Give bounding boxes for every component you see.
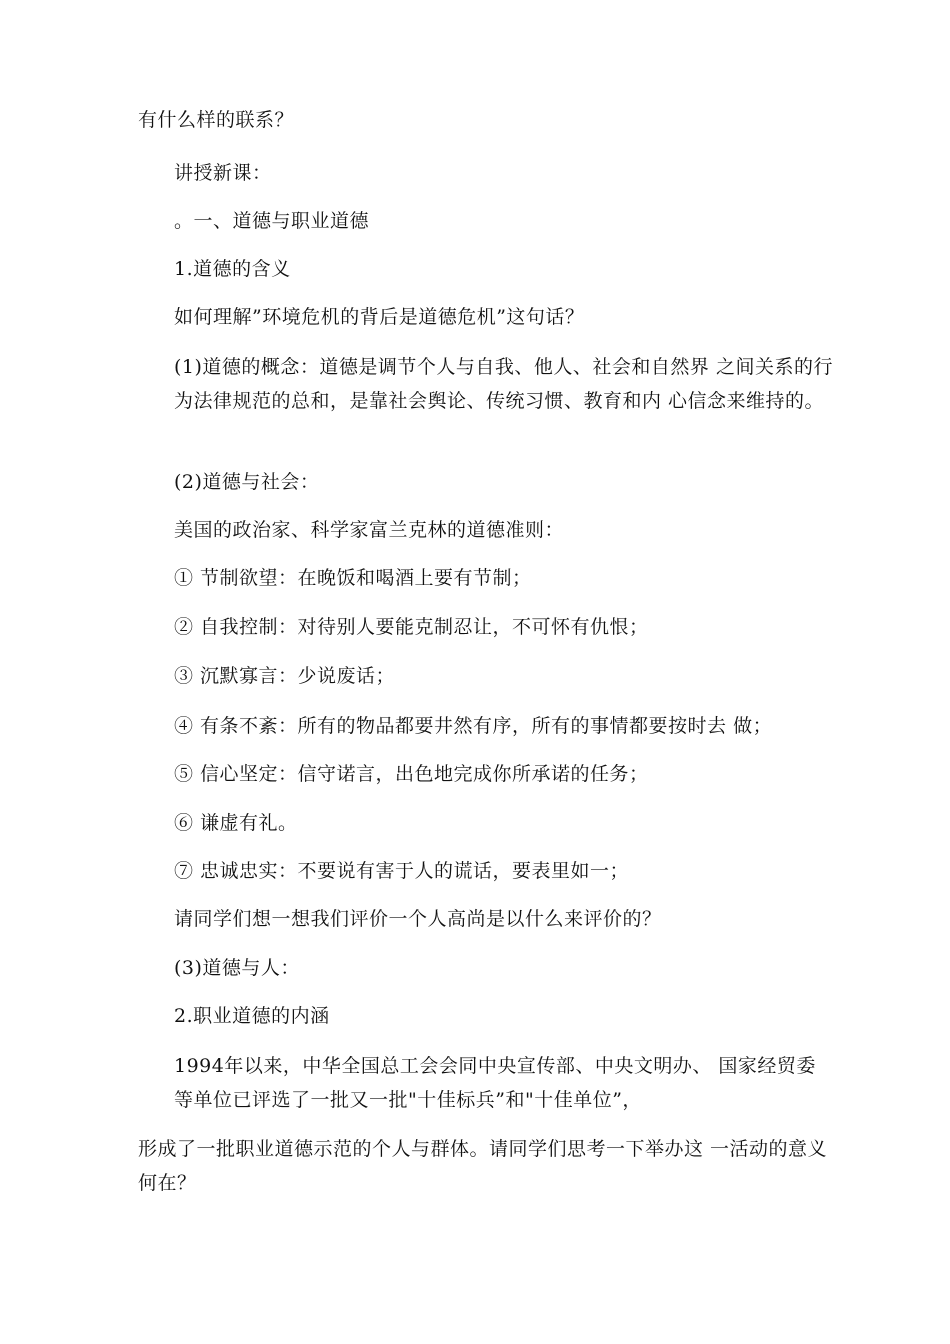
paragraph-continuation: 有什么样的联系？ [138,109,295,131]
heading-1-2: 2.职业道德的内涵 [174,1005,330,1027]
question-paragraph: 如何理解”环境危机的背后是道德危机”这句话？ [174,306,585,328]
subheading-society: (2)道德与社会： [174,471,320,493]
concept-paragraph: (1)道德的概念：道德是调节个人与自我、他人、社会和自然界 之间关系的行为法律规范的总和，是靠社会舆论、传统习惯、教育和内 心信念来维持的。 [174,356,833,412]
subheading-person: (3)道德与人： [174,957,300,979]
list-item: ⑥ 谦虚有礼。 [174,812,298,834]
list-item: ⑦ 忠诚忠实：不要说有害于人的谎话，要表里如一； [174,860,630,882]
list-item: ③ 沉默寡言：少说废话； [174,665,396,687]
history-paragraph: 1994年以来，中华全国总工会会同中央宣传部、中央文明办、 国家经贸委等单位已评选了一批又一批"十佳标兵”和"十佳单位”， [174,1055,816,1111]
franklin-intro: 美国的政治家、科学家富兰克林的道德准则： [174,519,565,541]
heading-1: 。一、道德与职业道德 [174,210,370,232]
list-item: ④ 有条不紊：所有的物品都要井然有序，所有的事情都要按时去 做； [174,715,773,737]
heading-1-1: 1.道德的含义 [174,258,291,280]
section-intro: 讲授新课： [174,162,272,184]
list-item: ② 自我控制：对待别人要能克制忍让，不可怀有仇恨； [174,616,649,638]
list-item: ⑤ 信心坚定：信守诺言，出色地完成你所承诺的任务； [174,763,649,785]
closing-paragraph: 形成了一批职业道德示范的个人与群体。请同学们思考一下举办这 一活动的意义何在？ [138,1138,828,1194]
list-item: ① 节制欲望：在晚饭和喝酒上要有节制； [174,567,532,589]
question-paragraph: 请同学们想一想我们评价一个人高尚是以什么来评价的？ [174,908,662,930]
